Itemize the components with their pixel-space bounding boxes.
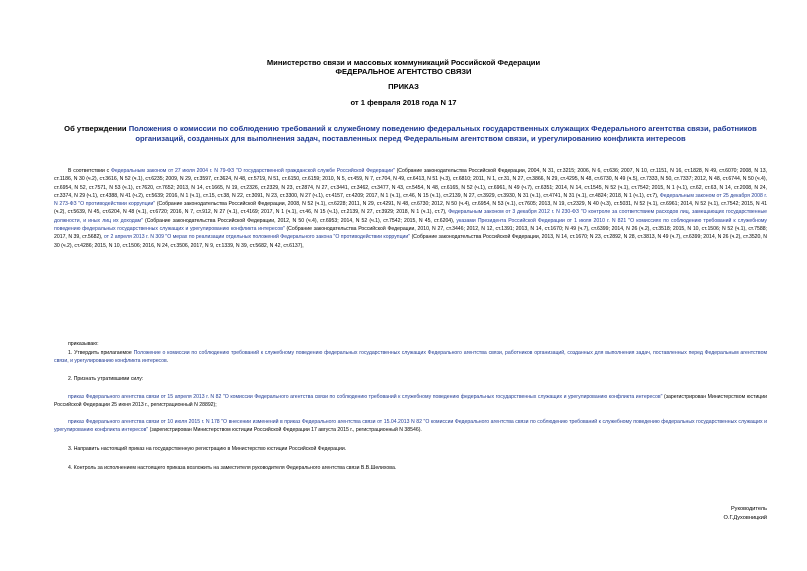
document-type: ПРИКАЗ <box>388 82 419 91</box>
item-1-prefix: 1. Утвердить прилагаемое <box>68 350 134 356</box>
link-decree-309[interactable]: от 2 апреля 2013 г. N 309 "О мерах по реализации отдельных положений Федерального закона "О противодействии коррупции" <box>103 234 411 241</box>
title-regulation-link[interactable]: Положения о комиссии по соблюдению требований к служебному поведению федеральных государственных служащих Федерального агентства связи, работников организаций, созданных для выполнения задач, поставленных перед Федеральным агентством связи, и урегулированию конфликта интересов <box>128 124 757 143</box>
link-decree-821[interactable]: указами Президента Российской Федерации от 1 июля 2010 г. N 821 "О комиссиях по соблюдению требований к служебному поведению федеральных государственных служащих и урегулированию конфликта интересов" <box>54 217 767 233</box>
item-1-suffix: . <box>166 358 169 365</box>
link-law-230fz[interactable]: Федеральным законом от 3 декабря 2012 г. N 230-ФЗ "О контроле за соответствием расходов лиц, замещающих государственные должности, и иных лиц их доходам" <box>54 209 767 224</box>
item-2b-suffix: (зарегистрирован Министерством юстиции Российской Федерации 17 августа 2015 г., регистрационный N 38546). <box>148 427 422 434</box>
item-2: 2. Признать утратившими силу: <box>68 376 144 382</box>
title-prefix: Об утверждении <box>64 124 129 133</box>
preamble-text-4: (Собрание законодательства Российской Федерации, 2012, N 50 (ч.4), ст.6953; 2014, N 52 (ч.1), ст.7542; 2015, N 45, ст.6204), <box>142 217 457 224</box>
preamble-text-5: (Собрание законодательства Российской Федерации, 2010, N 27, ст.3446; 2012, N 12, ст.1391; 2013, N 14, ст.1670; N 49 (ч.7), ст.6399; 2014, N 26 (ч.2), ст.3518; 2015, N 10, ст.1506; N 52 (ч.1), ст.7588; 2017, N 39, ст.5682), <box>54 226 767 241</box>
item-4: 4. Контроль за исполнением настоящего приказа возложить на заместителя руководителя Федерального агентства связи В.В.Шелихова. <box>68 465 397 471</box>
preamble-text-6: (Собрание законодательства Российской Федерации, 2013, N 14, ст.1670; N 23, ст.2892, N 28, ст.3813, N 49 (ч.7), ст.6399; 2014, N 26 (ч.2), ст.3520, N 30 (ч.2), ст.4286; 2015, N 10, ст.1506; 2016, N 24, ст.3506, 2017, N 9, ст.1339, N 39, ст.5682, N 42, ст.6137), <box>54 234 767 249</box>
agency-name: ФЕДЕРАЛЬНОЕ АГЕНТСТВО СВЯЗИ <box>335 67 472 76</box>
order-word: приказываю: <box>68 341 99 347</box>
link-law-79fz[interactable]: Федеральным законом от 27 июля 2004 г. N 79-ФЗ "О государственной гражданской службе Российской Федерации" <box>110 168 395 174</box>
document-title <box>54 124 767 144</box>
signature-position: Руководитель <box>730 506 767 512</box>
item-2a-suffix: (зарегистрирован Министерством юстиции Российской Федерации 25 июня 2013 г., регистрационный N 28892); <box>54 394 767 409</box>
preamble-text-2: (Собрание законодательства Российской Федерации, 2004, N 31, ст.3215; 2006, N 6, ст.636; 2007, N 10, ст.1151, N 16, ст.1828, N 49, ст.6070; 2008, N 13, ст.1186, N 30 (ч.2), ст.3616, N 52 (ч.1), ст.6235; 2009, N 29, ст.3597, ст.3624, N 48, ст.5719, N 51, ст.6150, ст.6159; 2010, N 5, ст.459, N 7, ст.704, N 49, ст.6413, N 51 (ч.3), ст.6810; 2011, N 1, ст.31, N 27, ст.3866, N 29, ст.4295, N 48, ст.6730, N 49 (ч.5), ст.7333, N 50, ст.7337; 2012, N 48, ст.6744, N 50 (ч.4), ст.6954, N 52, ст.7571, N 53 (ч.1), ст.7620, ст.7652; 2013, N 14, ст.1665, N 19, ст.2326, ст.2329, N 23, ст.2874, N 27, ст.3441, ст.3462, ст.3477, N 43, ст.5454, N 48, ст.6165, N 52 (ч.1), ст.6961, N 49 (ч.7), ст.6351; 2014, N 14, ст.1545, N 52 (ч.1), ст.7542; 2015, N 1 (ч.1), ст.62, ст.63, N 14, ст.2008, N 24, ст.3374, N 29 (ч.1), ст.4388, N 41 (ч.2), ст.5639; 2016, N 1 (ч.1), ст.15, ст.38, N 22, ст.3091, N 23, ст.3300, N 27 (ч.1), ст.4157, ст.4209; 2017, N 1 (ч.1), ст.46, N 15 (ч.1), ст.2139, N 27, ст.3929, ст.3930, N 31 (ч.1), ст.4741, N 31 (ч.1), ст.4824; 2018, N 1 (ч.1), ст.7), <box>54 168 767 199</box>
item-2b <box>54 418 767 435</box>
preamble-text-1: В соответствии с <box>68 168 111 174</box>
item-3: 3. Направить настоящий приказ на государственную регистрацию в Министерство юстиции Российской Федерации. <box>68 446 347 452</box>
item-1 <box>54 349 767 366</box>
document-date-number: от 1 февраля 2018 года N 17 <box>350 98 457 107</box>
preamble-text-3: (Собрание законодательства Российской Федерации, 2008, N 52 (ч.1), ст.6228; 2011, N 29, ст.4291, N 48, ст.6730; 2012, N 50 (ч.4), ст.6954, N 53 (ч.1), ст.7605; 2013, N 19, ст.2329, N 40 (ч.3), ст.5031, N 52 (ч.1), ст.6961; 2014, N 52 (ч.1), ст.7542; 2015, N 41 (ч.2), ст.5639, N 45, ст.6204, N 48 (ч.1), ст.6720; 2016, N 7, ст.912, N 27 (ч.1), ст.4169; 2017, N 1 (ч.1), ст.46, N 15 (ч.1), ст.2139, N 27, ст.3929; 2018, N 1 (ч.1), ст.7), <box>54 201 767 216</box>
link-law-273fz[interactable]: Федеральным законом от 25 декабря 2008 г. N 273-ФЗ "О противодействии коррупции" <box>54 192 767 208</box>
signature-name: О.Г.Духовницкий <box>723 515 767 521</box>
link-order-178[interactable]: приказ Федерального агентства связи от 10 июля 2015 г. N 178 "О внесении изменений в приказ Федерального агентства связи от 15.04.2013 N 82 "О комиссии Федерального агентства связи по соблюдению требований к служебному поведению федеральных государственных служащих и урегулированию конфликта интересов" <box>54 419 767 434</box>
ministry-name: Министерство связи и массовых коммуникаций Российской Федерации <box>266 58 541 67</box>
preamble-paragraph <box>54 167 767 250</box>
link-regulation[interactable]: Положение о комиссии по соблюдению требований к служебному поведению федеральных государственных служащих Федерального агентства связи, работников организаций, созданных для выполнения задач, поставленных перед Федеральным агентством связи, и урегулированию конфликта интересов <box>54 350 768 365</box>
item-2a <box>54 393 767 410</box>
link-order-82[interactable]: приказ Федерального агентства связи от 15 апреля 2013 г. N 82 "О комиссии Федерального агентства связи по соблюдению требований к служебному поведению федеральных государственных служащих и урегулированию конфликта интересов" <box>68 394 663 400</box>
